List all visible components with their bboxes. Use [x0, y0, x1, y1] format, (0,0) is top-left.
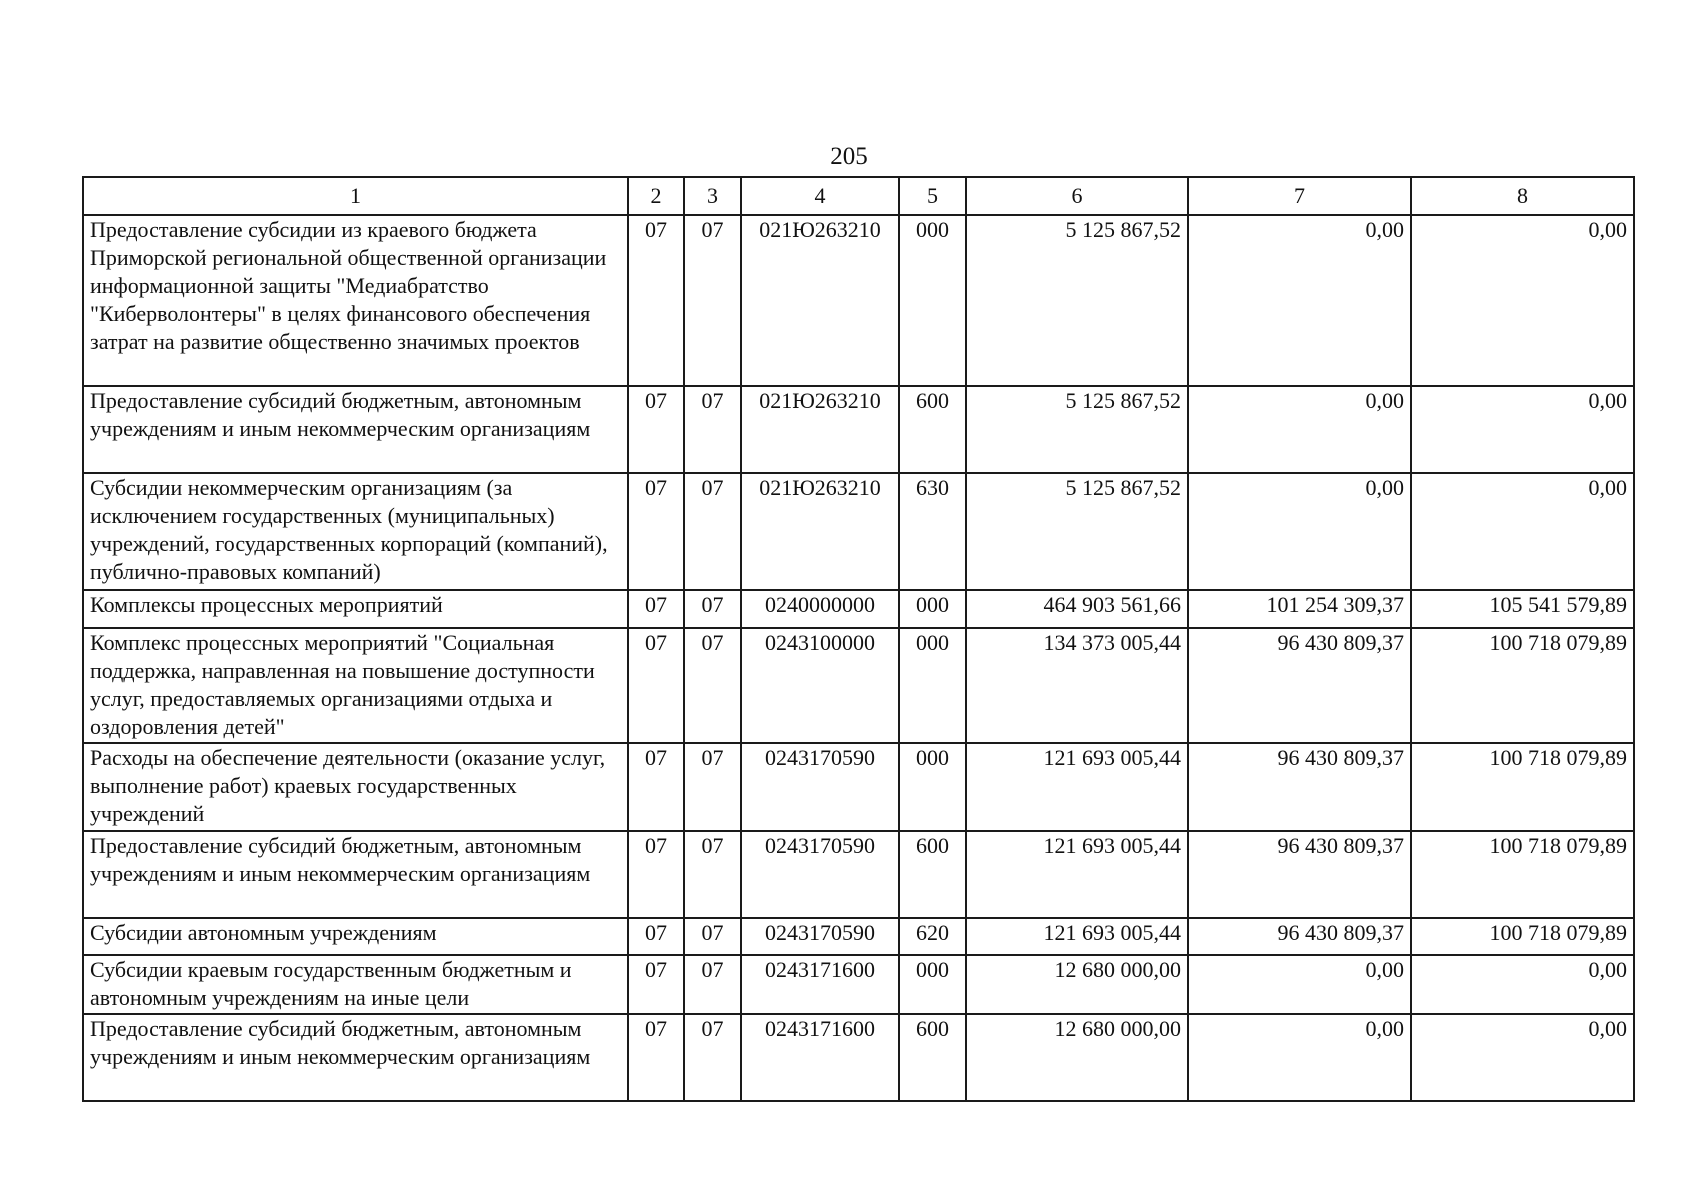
column-header-7: 7	[1188, 177, 1411, 215]
row-amount-8: 0,00	[1411, 955, 1634, 1014]
row-subsection: 07	[684, 743, 741, 831]
row-target-code: 0243100000	[741, 628, 899, 743]
row-expense-type: 600	[899, 831, 966, 918]
row-section: 07	[628, 386, 684, 473]
row-target-code: 0243170590	[741, 918, 899, 955]
table-row	[83, 473, 1634, 590]
row-expense-type: 600	[899, 1014, 966, 1101]
table-row	[83, 955, 1634, 1014]
row-amount-6: 5 125 867,52	[966, 386, 1188, 473]
row-name: Предоставление субсидий бюджетным, автономным учреждениям и иным некоммерческим организациям	[83, 831, 628, 918]
row-expense-type: 000	[899, 628, 966, 743]
row-expense-type: 000	[899, 590, 966, 628]
table-row	[83, 628, 1634, 743]
row-subsection: 07	[684, 215, 741, 386]
row-name: Субсидии некоммерческим организациям (за исключением государственных (муниципальных) учреждений, государственных корпораций (компаний), публично-правовых компаний)	[83, 473, 628, 590]
row-amount-7: 0,00	[1188, 386, 1411, 473]
row-amount-8: 0,00	[1411, 386, 1634, 473]
row-expense-type: 600	[899, 386, 966, 473]
row-name: Комплекс процессных мероприятий "Социальная поддержка, направленная на повышение доступности услуг, предоставляемых организациями отдыха и оздоровления детей"	[83, 628, 628, 743]
row-target-code: 0243170590	[741, 831, 899, 918]
row-subsection: 07	[684, 955, 741, 1014]
row-name: Предоставление субсидии из краевого бюджета Приморской региональной общественной организации информационной защиты "Медиабратство "Киберволонтеры" в целях финансового обеспечения затрат на развитие общественно значимых проектов	[83, 215, 628, 386]
column-header-6: 6	[966, 177, 1188, 215]
row-amount-8: 105 541 579,89	[1411, 590, 1634, 628]
table-row	[83, 831, 1634, 918]
row-target-code: 0243171600	[741, 1014, 899, 1101]
column-header-5: 5	[899, 177, 966, 215]
row-subsection: 07	[684, 473, 741, 590]
row-amount-6: 121 693 005,44	[966, 831, 1188, 918]
row-subsection: 07	[684, 831, 741, 918]
page-number: 205	[830, 143, 868, 170]
row-section: 07	[628, 473, 684, 590]
row-amount-6: 5 125 867,52	[966, 215, 1188, 386]
row-section: 07	[628, 918, 684, 955]
row-amount-7: 101 254 309,37	[1188, 590, 1411, 628]
row-expense-type: 000	[899, 955, 966, 1014]
row-target-code: 021Ю263210	[741, 473, 899, 590]
row-amount-8: 0,00	[1411, 1014, 1634, 1101]
row-amount-7: 96 430 809,37	[1188, 918, 1411, 955]
row-amount-8: 100 718 079,89	[1411, 743, 1634, 831]
row-section: 07	[628, 831, 684, 918]
row-section: 07	[628, 628, 684, 743]
row-amount-7: 0,00	[1188, 215, 1411, 386]
row-expense-type: 620	[899, 918, 966, 955]
row-section: 07	[628, 1014, 684, 1101]
row-amount-7: 0,00	[1188, 473, 1411, 590]
row-target-code: 021Ю263210	[741, 386, 899, 473]
header-row	[83, 177, 1634, 215]
row-expense-type: 000	[899, 743, 966, 831]
row-subsection: 07	[684, 628, 741, 743]
row-target-code: 0243170590	[741, 743, 899, 831]
row-target-code: 021Ю263210	[741, 215, 899, 386]
row-amount-8: 100 718 079,89	[1411, 918, 1634, 955]
column-header-4: 4	[741, 177, 899, 215]
row-amount-6: 12 680 000,00	[966, 955, 1188, 1014]
row-name: Предоставление субсидий бюджетным, автономным учреждениям и иным некоммерческим организациям	[83, 1014, 628, 1101]
row-amount-7: 96 430 809,37	[1188, 743, 1411, 831]
row-expense-type: 000	[899, 215, 966, 386]
row-section: 07	[628, 743, 684, 831]
table-row	[83, 1014, 1634, 1101]
row-subsection: 07	[684, 1014, 741, 1101]
row-name: Комплексы процессных мероприятий	[83, 590, 628, 628]
row-amount-7: 0,00	[1188, 955, 1411, 1014]
row-subsection: 07	[684, 918, 741, 955]
table-row	[83, 743, 1634, 831]
row-section: 07	[628, 215, 684, 386]
row-amount-6: 5 125 867,52	[966, 473, 1188, 590]
row-name: Субсидии автономным учреждениям	[83, 918, 628, 955]
row-amount-8: 100 718 079,89	[1411, 831, 1634, 918]
row-amount-6: 134 373 005,44	[966, 628, 1188, 743]
row-amount-7: 0,00	[1188, 1014, 1411, 1101]
row-amount-6: 12 680 000,00	[966, 1014, 1188, 1101]
row-amount-7: 96 430 809,37	[1188, 831, 1411, 918]
table-row	[83, 215, 1634, 386]
row-subsection: 07	[684, 386, 741, 473]
row-amount-8: 0,00	[1411, 215, 1634, 386]
row-expense-type: 630	[899, 473, 966, 590]
row-name: Расходы на обеспечение деятельности (оказание услуг, выполнение работ) краевых государственных учреждений	[83, 743, 628, 831]
row-name: Предоставление субсидий бюджетным, автономным учреждениям и иным некоммерческим организациям	[83, 386, 628, 473]
table-row	[83, 918, 1634, 955]
column-header-8: 8	[1411, 177, 1634, 215]
row-amount-6: 464 903 561,66	[966, 590, 1188, 628]
column-header-3: 3	[684, 177, 741, 215]
row-target-code: 0240000000	[741, 590, 899, 628]
column-header-1: 1	[83, 177, 628, 215]
row-amount-6: 121 693 005,44	[966, 743, 1188, 831]
row-section: 07	[628, 955, 684, 1014]
table-row	[83, 590, 1634, 628]
table-row	[83, 386, 1634, 473]
row-amount-8: 0,00	[1411, 473, 1634, 590]
row-section: 07	[628, 590, 684, 628]
row-target-code: 0243171600	[741, 955, 899, 1014]
budget-table	[82, 176, 1635, 1102]
row-amount-8: 100 718 079,89	[1411, 628, 1634, 743]
row-amount-6: 121 693 005,44	[966, 918, 1188, 955]
row-amount-7: 96 430 809,37	[1188, 628, 1411, 743]
row-subsection: 07	[684, 590, 741, 628]
column-header-2: 2	[628, 177, 684, 215]
row-name: Субсидии краевым государственным бюджетным и автономным учреждениям на иные цели	[83, 955, 628, 1014]
